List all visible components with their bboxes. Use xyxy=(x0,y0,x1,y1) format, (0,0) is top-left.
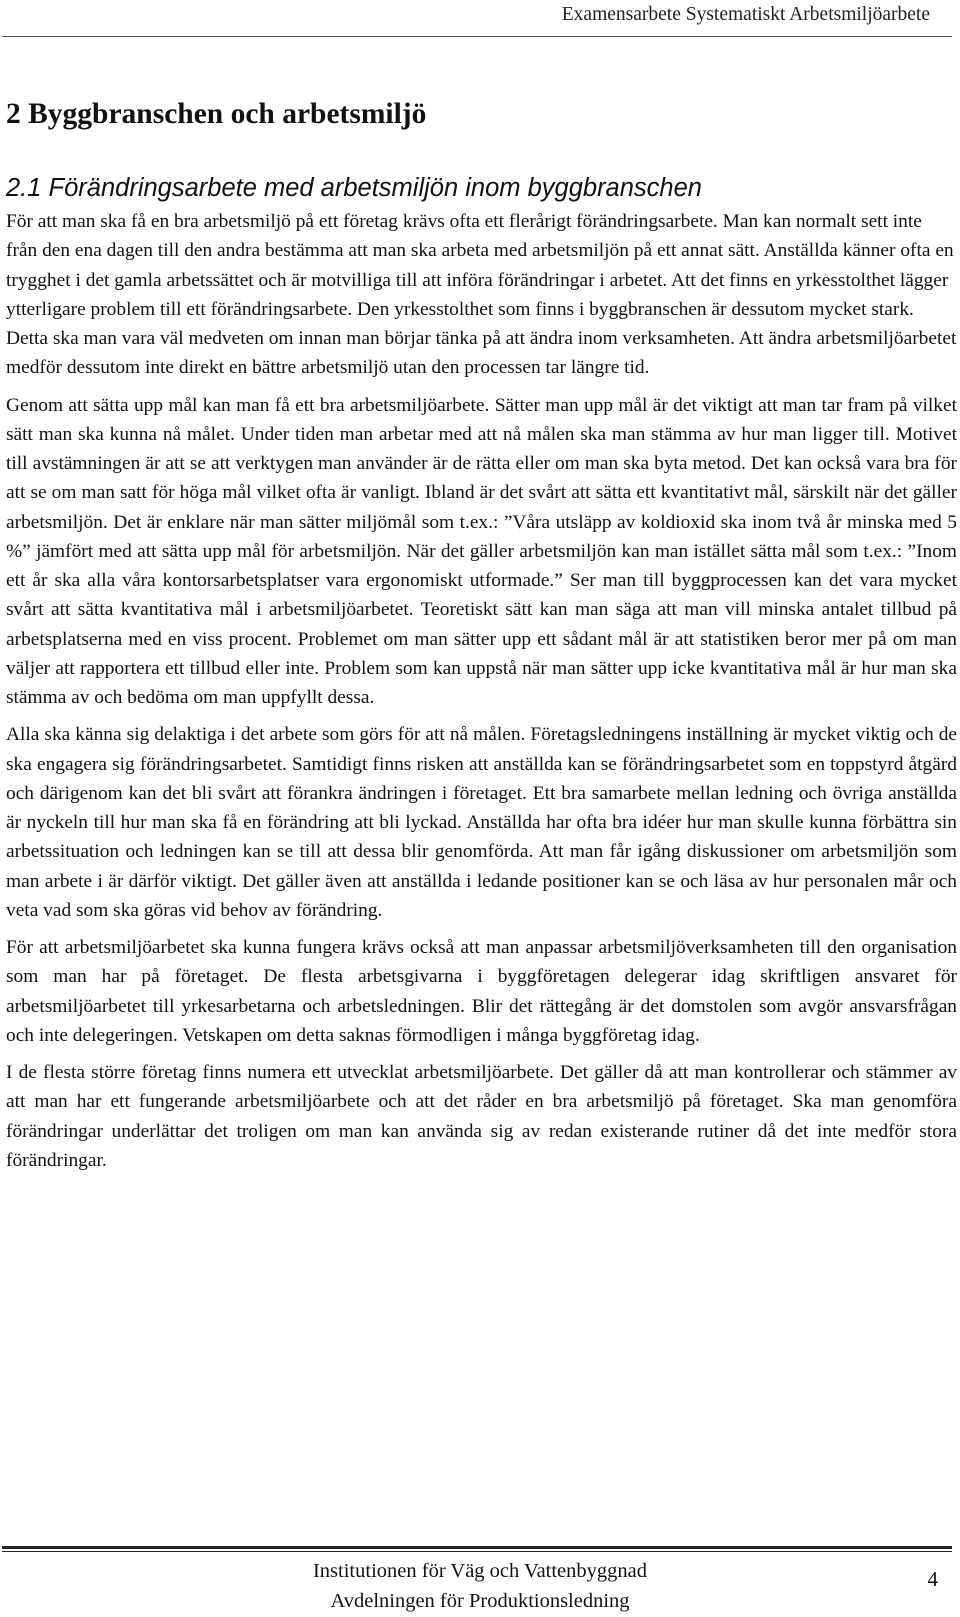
header-rule xyxy=(2,36,952,37)
section-heading: 2.1 Förändringsarbete med arbetsmiljön inom byggbranschen xyxy=(6,174,702,202)
chapter-heading: 2 Byggbranschen och arbetsmiljö xyxy=(6,98,427,130)
footer-rule-thin xyxy=(2,1551,952,1552)
paragraph-1: För att man ska få en bra arbetsmiljö på ett företag krävs ofta ett flerårigt förändringsarbete. Man kan normalt sett inte från den ena dagen till den andra bestämma att man ska arbeta med arbetsmiljön på ett annat sätt. Anställda känner ofta en trygghet i det gamla arbetssättet och är motvilliga till att införa förändringar i arbetet. Att det finns en yrkesstolthet lägger ytterligare problem till ett förändringsarbete. Den yrkesstolthet som finns i byggbranschen är dessutom mycket stark. Detta ska man vara väl medveten om innan man börjar tänka på att ändra inom verksamheten. Att ändra arbetsmiljöarbetet medför dessutom inte direkt en bättre arbetsmiljö utan den processen tar längre tid. xyxy=(6,211,957,379)
paragraph-2: Genom att sätta upp mål kan man få ett bra arbetsmiljöarbete. Sätter man upp mål är det viktigt att man tar fram på vilket sätt man ska kunna nå målet. Under tiden man arbetar med att nå målen ska man stämma av hur man ligger till. Motivet till avstämningen är att se att verktygen man använder är de rätta eller om man ska byta metod. Det kan också vara bra för att se om man satt för höga mål vilket ofta är vanligt. Ibland är det svårt att sätta ett kvantitativt mål, särskilt när det gäller arbetsmiljön. Det är enklare när man sätter miljömål som t.ex.: ”Våra utsläpp av koldioxid ska inom två år minska med 5 %” jämfört med att sätta upp mål för arbetsmiljön. När det gäller arbetsmiljön kan man istället sätta mål som t.ex.: ”Inom ett år ska alla våra kontorsarbetsplatser vara ergonomiskt utformade.” Ser man till byggprocessen kan det vara mycket svårt att sätta kvantitativa mål i arbetsmiljöarbetet. Teoretiskt sätt kan man säga att man vill minska antalet tillbud på arbetsplatserna med en viss procent. Problemet om man sätter upp ett sådant mål är att statistiken beror mer på om man väljer att rapportera ett tillbud eller inte. Problem som kan uppstå när man sätter upp icke kvantitativa mål är hur man ska stämma av och bedöma om man uppfyllt dessa. xyxy=(6,394,957,708)
footer-department: Avdelningen för Produktionsledning xyxy=(330,1590,630,1612)
paragraph-4: För att arbetsmiljöarbetet ska kunna fungera krävs också att man anpassar arbetsmiljöverksamheten till den organisation som man har på företaget. De flesta arbetsgivarna i byggföretagen delegerar idag skriftligen ansvaret för arbetsmiljöarbetet till yrkesarbetarna och arbetsledningen. Blir det rättegång är det domstolen som avgör ansvarsfrågan och inte delegeringen. Vetskapen om detta saknas förmodligen i många byggföretag idag. xyxy=(6,937,957,1046)
footer xyxy=(200,1556,760,1616)
body-text xyxy=(6,207,957,1183)
running-header: Examensarbete Systematiskt Arbetsmiljöarbete xyxy=(561,4,930,25)
footer-rule xyxy=(2,1546,952,1549)
page-number: 4 xyxy=(927,1567,938,1591)
paragraph-3: Alla ska känna sig delaktiga i det arbete som görs för att nå målen. Företagsledningens inställning är mycket viktig och de ska engagera sig förändringsarbetet. Samtidigt finns risken att anställda kan se förändringsarbetet som en toppstyrd åtgärd och därigenom kan det bli svårt att förankra ändringen i företaget. Ett bra samarbete mellan ledning och övriga anställda är nyckeln till hur man ska få en förändring att bli lyckad. Anställda har ofta bra idéer hur man skulle kunna förbättra sin arbetssituation och ledningen kan se till att dessa blir genomförda. Att man får igång diskussioner om arbetsmiljön som man arbete i är därför viktigt. Det gäller även att anställda i ledande positioner kan se och läsa av hur personalen mår och veta vad som ska göras vid behov av förändring. xyxy=(6,724,957,921)
paragraph-5: I de flesta större företag finns numera ett utvecklat arbetsmiljöarbete. Det gäller då att man kontrollerar och stämmer av att man har ett fungerande arbetsmiljöarbete och att det råder en bra arbetsmiljö på företaget. Ska man genomföra förändringar underlättar det troligen om man kan använda sig av redan existerande rutiner då det inte medför stora förändringar. xyxy=(6,1062,957,1171)
footer-institution: Institutionen för Väg och Vattenbyggnad xyxy=(312,1560,648,1582)
